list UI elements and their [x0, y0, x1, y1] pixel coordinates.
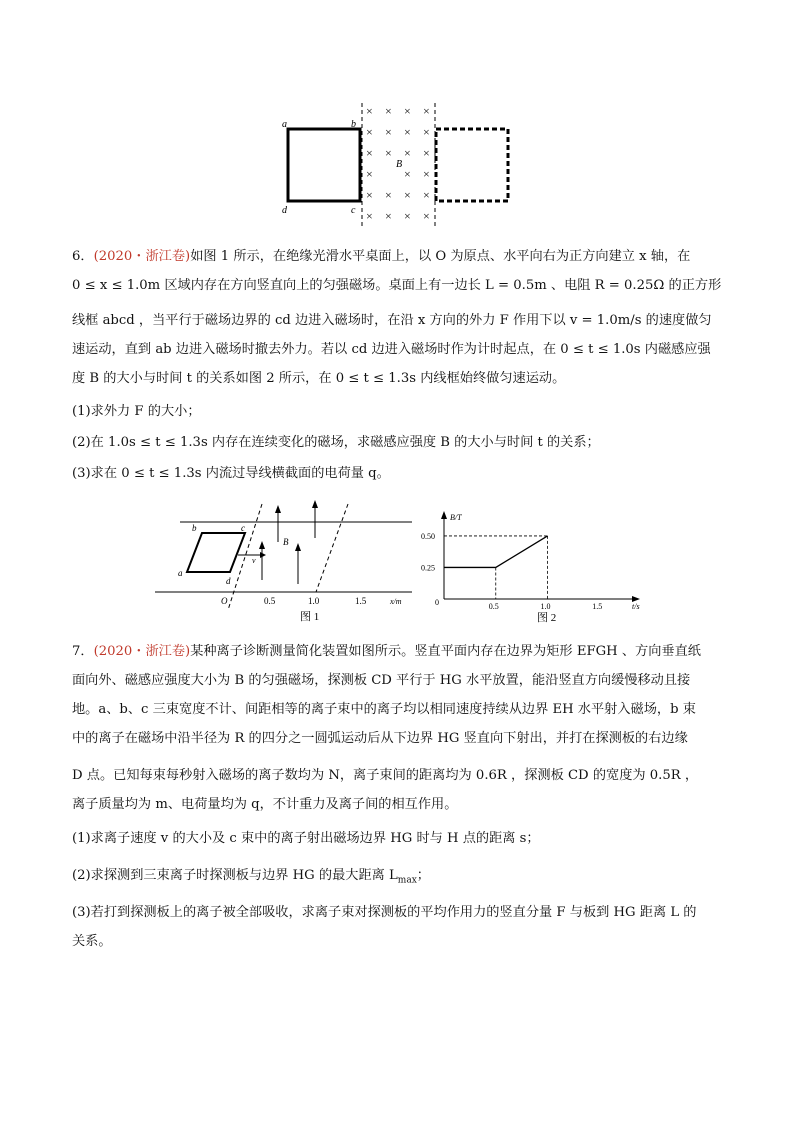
corner-label-b: b: [351, 119, 356, 130]
fig2-x-tick-label: 0.5: [488, 602, 499, 611]
fig1-x-axis-label: x/m: [390, 597, 402, 606]
top-figure: [270, 95, 530, 235]
q6-line-3: 线框 abcd ，当平行于磁场边界的 cd 边进入磁场时，在沿 x 方向的外力 F 作用下以 v = 1.0m/s 的速度做匀: [72, 313, 712, 328]
fig1-label-a: a: [178, 568, 183, 578]
field-cross-mark: ×: [423, 104, 430, 118]
q7-sub-3: (3)若打到探测板上的离子被全部吸收，求离子束对探测板的平均作用力的竖直分量 F 与板到 HG 距离 L 的: [72, 905, 697, 920]
q7-sub-1: (1)求离子速度 v 的大小及 c 束中的离子射出磁场边界 HG 时与 H 点的距离 s；: [72, 831, 540, 846]
field-cross-mark: ×: [366, 209, 373, 223]
fig1-tick-1.0: 1.0: [308, 596, 320, 606]
q6-text-1: 如图 1 所示，在绝缘光滑水平桌面上，以 O 为原点、水平向右为正方向建立 x 轴，在: [190, 249, 691, 264]
fig1-caption: 图 1: [300, 611, 320, 623]
q6-line-4: 速运动，直到 ab 边进入磁场时撤去外力。若以 cd 边进入磁场时作为计时起点，在 0 ≤ t ≤ 1.0s 内磁感应强: [72, 342, 711, 357]
q7-source: (2020・浙江卷): [93, 644, 191, 659]
field-arrow-3: [259, 541, 265, 580]
field-cross-mark: ×: [366, 167, 373, 181]
q6-sub-3: (3)求在 0 ≤ t ≤ 1.3s 内流过导线横截面的电荷量 q。: [72, 466, 390, 481]
fig2-y-axis-arrow: [441, 511, 447, 519]
field-cross-mark: ×: [366, 146, 373, 160]
fig2-y-tick-label: 0.50: [421, 531, 435, 541]
q7-lmax-subscript: max: [397, 875, 417, 886]
q7-line-5: D 点。已知每束每秒射入磁场的离子数均为 N，离子束间的距离均为 0.6R ，探测板 CD 的宽度为 0.5R ，: [72, 768, 699, 783]
fig1-label-d: d: [226, 576, 231, 586]
field-cross-mark: ×: [423, 125, 430, 139]
fig2-y-axis-label: B/T: [450, 513, 462, 522]
corner-label-c: c: [351, 205, 356, 216]
q7-lmax-suffix: ；: [416, 868, 430, 883]
field-cross-mark: ×: [404, 209, 411, 223]
field-cross-mark: ×: [423, 188, 430, 202]
fig1-tick-1.5: 1.5: [355, 596, 367, 606]
q6-source: (2020・浙江卷): [93, 249, 191, 264]
velocity-arrow-head: [260, 552, 266, 558]
fig1-label-v: v: [252, 556, 256, 565]
field-cross-mark: ×: [423, 209, 430, 223]
field-cross-mark: ×: [404, 104, 411, 118]
q6-number: 6．: [72, 249, 94, 264]
solid-square-loop: [288, 129, 360, 201]
corner-label-d: d: [282, 205, 287, 216]
field-cross-mark: ×: [404, 188, 411, 202]
field-cross-mark: ×: [385, 188, 392, 202]
fig1-label-origin: O: [221, 596, 228, 606]
q7-sub-2-text: (2)求探测到三束离子时探测板与边界 HG 的最大距离 L: [72, 868, 398, 883]
fig2-y-tick-label: 0.25: [421, 563, 435, 573]
dashed-square-loop: [436, 129, 508, 201]
fig1-label-field-b: B: [283, 537, 289, 547]
q6-line-5: 度 B 的大小与时间 t 的关系如图 2 所示，在 0 ≤ t ≤ 1.3s 内线框始终做匀速运动。: [72, 371, 566, 386]
q6-line-2: 0 ≤ x ≤ 1.0m 区域内存在方向竖直向上的匀强磁场。桌面上有一边长 L = 0.5m 、电阻 R = 0.25Ω 的正方形: [72, 278, 722, 293]
fig2-x-tick-label: 1.5: [592, 602, 603, 611]
fig1-label-b: b: [192, 523, 197, 533]
fig2-x-axis-label: t/s: [632, 602, 640, 611]
field-arrow-4: [295, 543, 301, 584]
field-left-boundary: [228, 504, 262, 610]
q7-sub-2: [72, 866, 732, 891]
q7-line-2: 面向外、磁感应强度大小为 B 的匀强磁场，探测板 CD 平行于 HG 水平放置，能沿竖直方向缓慢移动且接: [72, 673, 691, 688]
field-cross-mark: ×: [404, 146, 411, 160]
field-cross-mark: ×: [385, 125, 392, 139]
fig1-label-c: c: [241, 523, 245, 533]
q6-sub-1: (1)求外力 F 的大小；: [72, 404, 201, 419]
frame-abcd: [187, 533, 245, 572]
fig2-caption: 图 2: [537, 612, 557, 624]
q6-sub-2: (2)在 1.0s ≤ t ≤ 1.3s 内存在连续变化的磁场，求磁感应强度 B 的大小与时间 t 的关系；: [72, 435, 600, 450]
field-arrow-2: [312, 500, 318, 538]
corner-label-a: a: [282, 119, 287, 130]
field-right-boundary: [316, 504, 348, 592]
q7-number: 7．: [72, 644, 94, 659]
figure-2-chart: [420, 505, 650, 628]
q7-line-4: 中的离子在磁场中沿半径为 R 的四分之一圆弧运动后从下边界 HG 竖直向下射出，并打在探测板的右边缘: [72, 731, 688, 746]
field-cross-mark: ×: [366, 104, 373, 118]
field-cross-mark: ×: [404, 125, 411, 139]
fig1-tick-0.5: 0.5: [264, 596, 276, 606]
q7-line-3: 地。a、b、c 三束宽度不计、间距相等的离子束中的离子均以相同速度持续从边界 EH 水平射入磁场，b 束: [72, 702, 696, 717]
q7-line-1: [72, 642, 732, 662]
fig2-x-tick-label: 1.0: [540, 602, 551, 611]
q7-line-6: 离子质量均为 m、电荷量均为 q，不计重力及离子间的相互作用。: [72, 797, 458, 812]
q6-line-1: [72, 247, 732, 267]
field-cross-mark: ×: [366, 188, 373, 202]
field-arrow-1: [275, 505, 281, 542]
field-cross-mark: ×: [385, 146, 392, 160]
field-cross-mark: ×: [385, 104, 392, 118]
fig2-series-line: [444, 536, 548, 568]
field-cross-mark: ×: [404, 167, 411, 181]
field-cross-mark: ×: [423, 167, 430, 181]
q7-sub-3-cont: 关系。: [72, 934, 112, 949]
q7-text-1: 某种离子诊断测量简化装置如图所示。竖直平面内存在边界为矩形 EFGH 、方向垂直纸: [190, 644, 701, 659]
field-cross-mark: ×: [366, 125, 373, 139]
fig2-origin: 0: [435, 598, 439, 607]
figure-1: [150, 500, 420, 628]
field-cross-mark: ×: [423, 146, 430, 160]
field-cross-mark: ×: [385, 209, 392, 223]
field-label-b: B: [396, 159, 403, 170]
